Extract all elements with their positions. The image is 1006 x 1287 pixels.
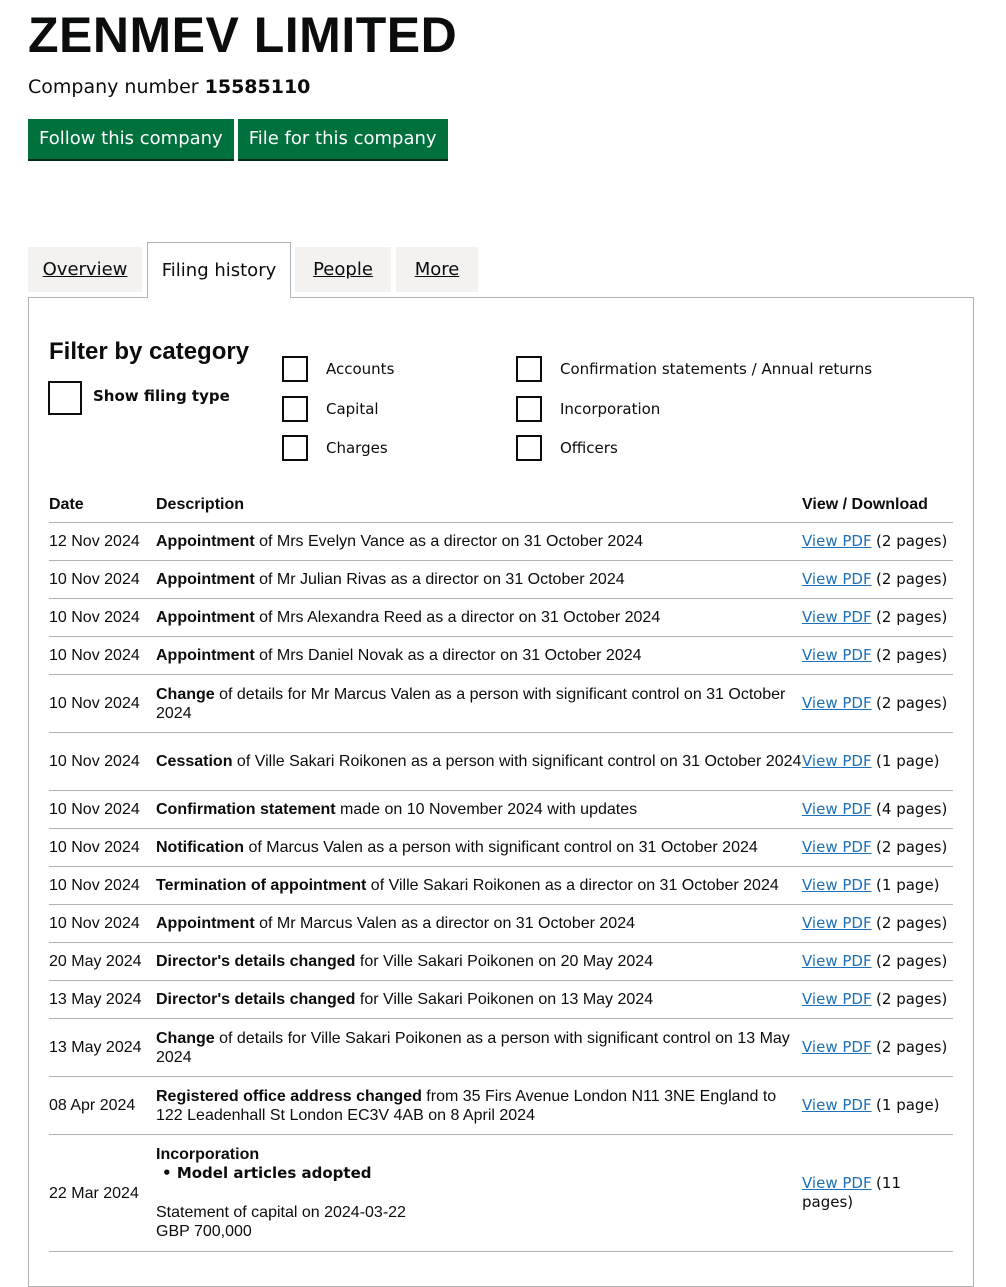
filing-type: Appointment — [156, 609, 255, 626]
filing-download — [802, 561, 953, 599]
filing-download — [802, 637, 953, 675]
filter-incorporation[interactable] — [516, 396, 660, 422]
filing-type: Appointment — [156, 915, 255, 932]
capital-value: GBP 700,000 — [156, 1223, 252, 1240]
filing-date: 13 May 2024 — [49, 1019, 156, 1077]
filing-date: 12 Nov 2024 — [49, 523, 156, 561]
filing-type: Director's details changed — [156, 953, 356, 970]
page-count: (2 pages) — [876, 914, 948, 932]
filing-description — [156, 905, 802, 943]
table-row — [49, 675, 953, 733]
accounts-label: Accounts — [326, 360, 395, 378]
view-pdf-link[interactable]: View PDF — [802, 838, 872, 856]
filing-detail: of Ville Sakari Roikonen as a director on 31 October 2024 — [366, 877, 779, 894]
table-header-row — [49, 486, 953, 523]
table-row — [49, 637, 953, 675]
filing-type: Appointment — [156, 533, 255, 550]
show-filing-type-option[interactable] — [48, 381, 230, 415]
view-pdf-link[interactable]: View PDF — [802, 914, 872, 932]
page-count: (2 pages) — [876, 990, 948, 1008]
view-pdf-link[interactable]: View PDF — [802, 694, 872, 712]
filing-detail: made on 10 November 2024 with updates — [335, 801, 638, 818]
action-buttons — [28, 119, 448, 159]
filing-download — [802, 675, 953, 733]
filing-type: Director's details changed — [156, 991, 356, 1008]
filing-download — [802, 905, 953, 943]
filing-type: Notification — [156, 839, 244, 856]
filing-detail: for Ville Sakari Poikonen on 20 May 2024 — [355, 953, 654, 970]
follow-company-button[interactable]: Follow this company — [28, 119, 234, 159]
filing-download — [802, 599, 953, 637]
filing-description — [156, 637, 802, 675]
filing-download — [802, 829, 953, 867]
filing-description — [156, 599, 802, 637]
filing-description — [156, 561, 802, 599]
table-row — [49, 599, 953, 637]
tab-filing-history[interactable]: Filing history — [147, 242, 291, 298]
incorporation-checkbox[interactable] — [516, 396, 542, 422]
table-row — [49, 867, 953, 905]
filing-date: 10 Nov 2024 — [49, 733, 156, 791]
view-download-header: View / Download — [802, 486, 953, 523]
filing-download — [802, 867, 953, 905]
table-row — [49, 829, 953, 867]
filing-detail: of Ville Sakari Roikonen as a person with significant control on 31 October 2024 — [232, 753, 802, 770]
filing-description — [156, 829, 802, 867]
tab-people[interactable]: People — [295, 247, 391, 292]
table-row — [49, 523, 953, 561]
filing-download — [802, 733, 953, 791]
filing-date: 13 May 2024 — [49, 981, 156, 1019]
view-pdf-link[interactable]: View PDF — [802, 752, 872, 770]
filing-type: Cessation — [156, 753, 233, 770]
page-count: (2 pages) — [876, 952, 948, 970]
filing-detail: of details for Ville Sakari Poikonen as a person with significant control on 13 May 2024 — [156, 1029, 790, 1066]
filter-charges[interactable] — [282, 435, 388, 461]
filing-description — [156, 981, 802, 1019]
filing-type: Appointment — [156, 647, 255, 664]
filing-date: 20 May 2024 — [49, 943, 156, 981]
filing-detail: of Mr Marcus Valen as a director on 31 October 2024 — [254, 915, 635, 932]
table-row — [49, 905, 953, 943]
view-pdf-link[interactable]: View PDF — [802, 952, 872, 970]
view-pdf-link[interactable]: View PDF — [802, 608, 872, 626]
filter-capital[interactable] — [282, 396, 379, 422]
filing-detail: of details for Mr Marcus Valen as a person with significant control on 31 October 2024 — [156, 685, 786, 722]
filing-detail: of Mrs Evelyn Vance as a director on 31 October 2024 — [254, 533, 644, 550]
page-count: (2 pages) — [876, 570, 948, 588]
officers-label: Officers — [560, 439, 618, 457]
table-row — [49, 561, 953, 599]
filter-title: Filter by category — [49, 338, 250, 365]
filing-download — [802, 943, 953, 981]
filing-date: 10 Nov 2024 — [49, 829, 156, 867]
confirmation-statements-label: Confirmation statements / Annual returns — [560, 360, 873, 378]
filing-type: Change — [156, 685, 215, 703]
filing-description — [156, 791, 802, 829]
view-pdf-link[interactable]: View PDF — [802, 570, 872, 588]
page-count: (1 page) — [876, 876, 940, 894]
table-row — [49, 1019, 953, 1077]
filing-detail: for Ville Sakari Poikonen on 13 May 2024 — [355, 991, 654, 1008]
filing-download — [802, 523, 953, 561]
company-number-value: 15585110 — [204, 76, 311, 98]
filing-detail: of Mrs Daniel Novak as a director on 31 October 2024 — [254, 647, 642, 664]
filing-download — [802, 981, 953, 1019]
page-count: (2 pages) — [876, 838, 948, 856]
filing-date: 10 Nov 2024 — [49, 867, 156, 905]
charges-label: Charges — [326, 439, 388, 457]
view-pdf-link[interactable]: View PDF — [802, 646, 872, 664]
filter-confirmation-statements[interactable] — [516, 356, 872, 382]
filing-detail: of Mr Julian Rivas as a director on 31 October 2024 — [254, 571, 625, 588]
spacer — [156, 1183, 802, 1203]
filing-description — [156, 733, 802, 791]
capital-label: Capital — [326, 400, 379, 418]
model-articles-bullet: • Model articles adopted — [162, 1164, 372, 1182]
description-header: Description — [156, 486, 802, 523]
officers-checkbox[interactable] — [516, 435, 542, 461]
filing-type: Change — [156, 1029, 215, 1047]
incorporation-title: Incorporation — [156, 1146, 260, 1163]
show-filing-type-label: Show filing type — [93, 387, 230, 405]
table-row — [49, 1077, 953, 1135]
filing-date: 22 Mar 2024 — [49, 1135, 156, 1252]
filing-detail: of Marcus Valen as a person with significant control on 31 October 2024 — [244, 839, 758, 856]
filing-download — [802, 1019, 953, 1077]
filing-description — [156, 867, 802, 905]
filing-download — [802, 1077, 953, 1135]
filing-detail: of Mrs Alexandra Reed as a director on 31 October 2024 — [254, 609, 661, 626]
page-count: (11 pages) — [802, 1174, 901, 1211]
statement-of-capital: Statement of capital on 2024-03-22 — [156, 1204, 406, 1221]
tab-bar — [28, 242, 974, 298]
view-pdf-link[interactable]: View PDF — [802, 990, 872, 1008]
table-row — [49, 943, 953, 981]
filing-description — [156, 675, 802, 733]
filing-description — [156, 1135, 802, 1252]
view-pdf-link[interactable]: View PDF — [802, 532, 872, 550]
model-articles-text: Model articles adopted — [176, 1164, 372, 1182]
filing-description — [156, 1077, 802, 1135]
page-count: (1 page) — [876, 1096, 940, 1114]
date-header: Date — [49, 486, 156, 523]
view-pdf-link[interactable]: View PDF — [802, 800, 872, 818]
company-name: ZENMEV LIMITED — [28, 7, 458, 63]
filing-date: 08 Apr 2024 — [49, 1077, 156, 1135]
table-row — [49, 981, 953, 1019]
page-count: (2 pages) — [876, 646, 948, 664]
incorporation-label: Incorporation — [560, 400, 661, 418]
page-count: (2 pages) — [876, 532, 948, 550]
filing-download — [802, 791, 953, 829]
company-number-label: Company number — [28, 76, 199, 98]
table-row — [49, 733, 953, 791]
accounts-checkbox[interactable] — [282, 356, 308, 382]
filing-download — [802, 1135, 953, 1252]
filing-date: 10 Nov 2024 — [49, 599, 156, 637]
filing-type: Confirmation statement — [156, 801, 336, 818]
filing-type: Appointment — [156, 571, 255, 588]
filing-history-table — [49, 486, 953, 1252]
filing-type: Registered office address changed — [156, 1087, 422, 1105]
page-count: (1 page) — [876, 752, 940, 770]
page-count: (4 pages) — [876, 800, 948, 818]
filing-date: 10 Nov 2024 — [49, 637, 156, 675]
filing-date: 10 Nov 2024 — [49, 905, 156, 943]
filing-detail: from 35 Firs Avenue London N11 3NE England to 122 Leadenhall St London EC3V 4AB on 8 April 2024 — [156, 1087, 777, 1124]
show-filing-type-checkbox[interactable] — [48, 381, 82, 415]
tab-more[interactable]: More — [396, 247, 478, 292]
filing-description — [156, 523, 802, 561]
view-pdf-link[interactable]: View PDF — [802, 1038, 872, 1056]
filter-accounts[interactable] — [282, 356, 394, 382]
filter-officers[interactable] — [516, 435, 618, 461]
tab-overview[interactable]: Overview — [28, 247, 142, 292]
table-row-incorporation — [49, 1135, 953, 1252]
filing-date: 10 Nov 2024 — [49, 675, 156, 733]
page-count: (2 pages) — [876, 1038, 948, 1056]
company-number — [28, 76, 310, 98]
charges-checkbox[interactable] — [282, 435, 308, 461]
view-pdf-link[interactable]: View PDF — [802, 1174, 872, 1192]
filing-type: Termination of appointment — [156, 877, 367, 894]
filing-date: 10 Nov 2024 — [49, 791, 156, 829]
capital-checkbox[interactable] — [282, 396, 308, 422]
view-pdf-link[interactable]: View PDF — [802, 876, 872, 894]
page-count: (2 pages) — [876, 694, 948, 712]
filing-date: 10 Nov 2024 — [49, 561, 156, 599]
table-row — [49, 791, 953, 829]
filing-description — [156, 1019, 802, 1077]
view-pdf-link[interactable]: View PDF — [802, 1096, 872, 1114]
file-for-company-button[interactable]: File for this company — [238, 119, 448, 159]
page-count: (2 pages) — [876, 608, 948, 626]
filing-description — [156, 943, 802, 981]
confirmation-statements-checkbox[interactable] — [516, 356, 542, 382]
